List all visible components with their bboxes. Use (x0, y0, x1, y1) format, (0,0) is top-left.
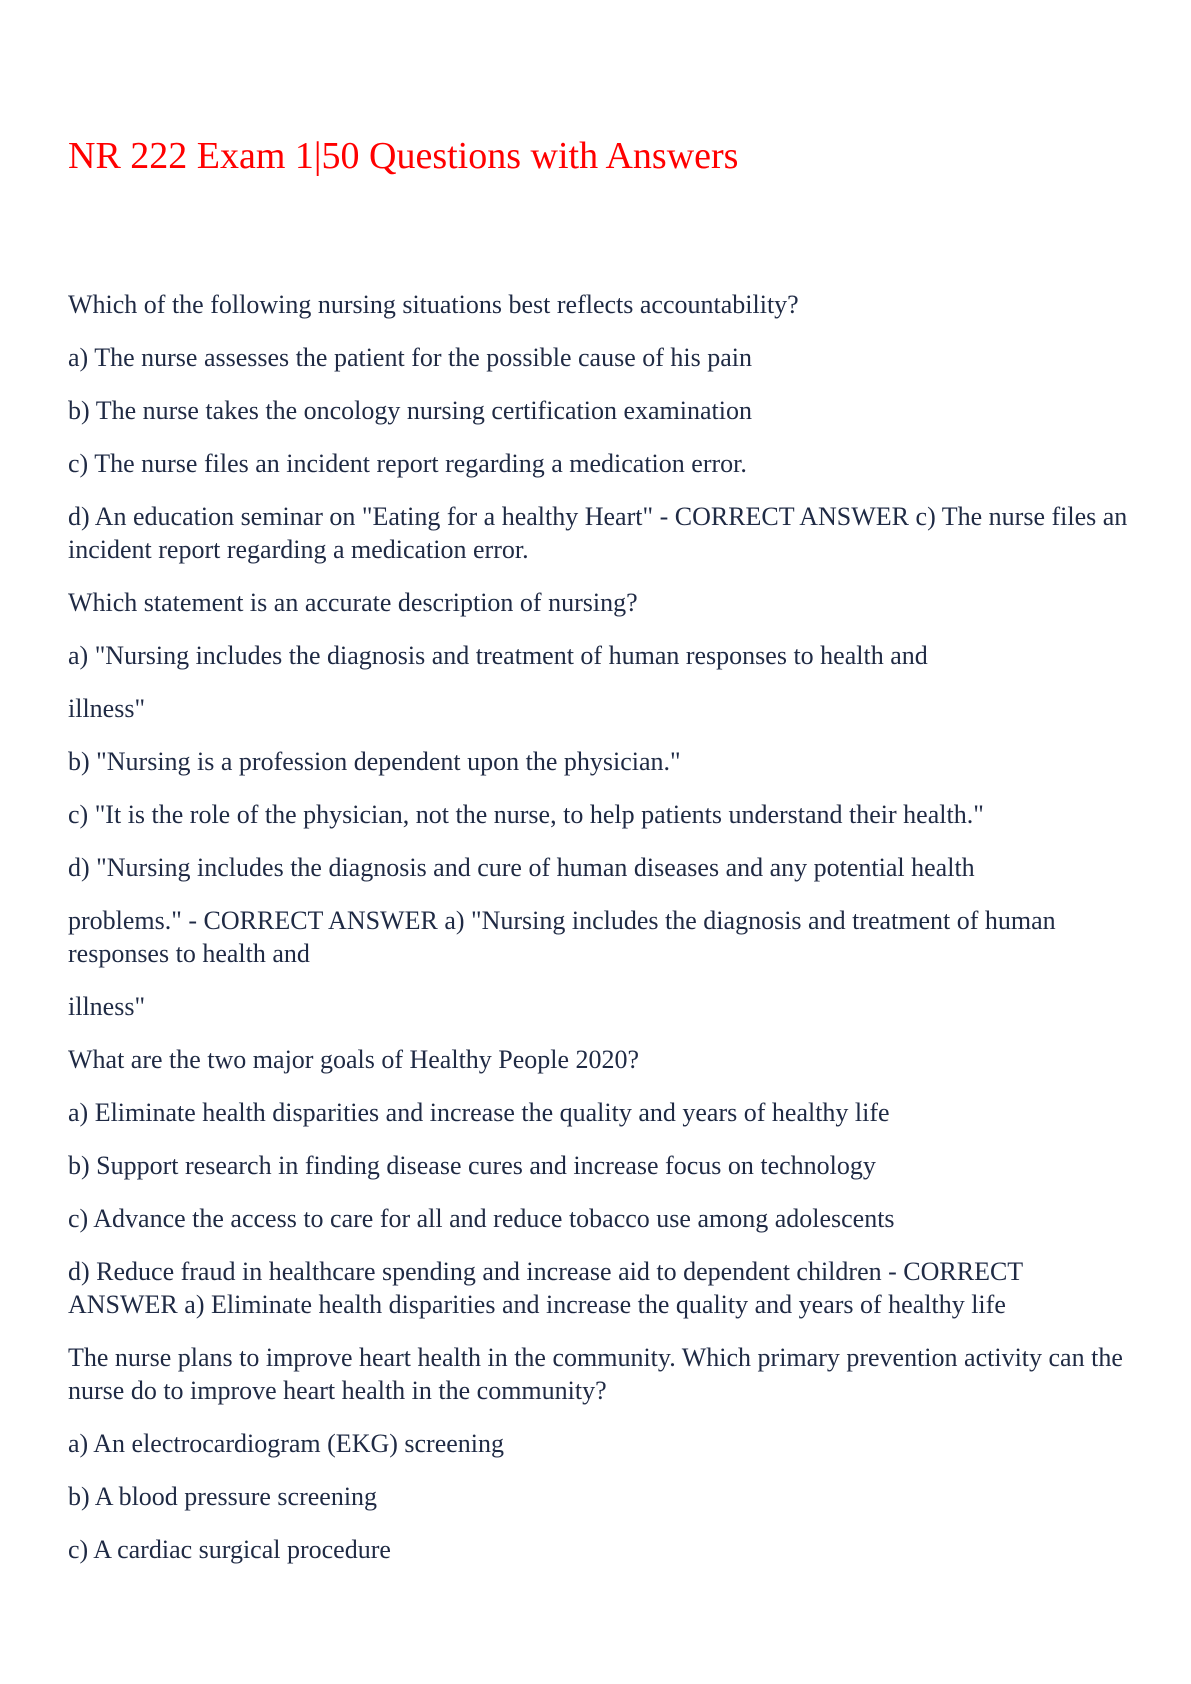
question-4-option-a: a) An electrocardiogram (EKG) screening (68, 1429, 505, 1458)
question-2-option-c: c) "It is the role of the physician, not the nurse, to help patients understand their health." (68, 800, 984, 829)
question-2-option-a-continued: illness" (68, 694, 146, 723)
question-1-option-d-answer: d) An education seminar on "Eating for a healthy Heart" - CORRECT ANSWER c) The nurse files an incident report regarding a medication error. (68, 502, 1128, 564)
question-1-stem: Which of the following nursing situations best reflects accountability? (68, 290, 799, 319)
question-2-option-a: a) "Nursing includes the diagnosis and treatment of human responses to health and (68, 641, 928, 670)
question-3-option-c: c) Advance the access to care for all and reduce tobacco use among adolescents (68, 1204, 895, 1233)
question-2-stem: Which statement is an accurate description of nursing? (68, 588, 638, 617)
question-3-option-b: b) Support research in finding disease cures and increase focus on technology (68, 1151, 876, 1180)
question-3-stem: What are the two major goals of Healthy People 2020? (68, 1045, 640, 1074)
question-2-option-d: d) "Nursing includes the diagnosis and cure of human diseases and any potential health (68, 853, 975, 882)
document-title: NR 222 Exam 1|50 Questions with Answers (68, 135, 739, 177)
question-4-option-c: c) A cardiac surgical procedure (68, 1535, 391, 1564)
question-2-answer-continued: illness" (68, 992, 146, 1021)
document-body (68, 288, 1128, 1586)
question-4-stem: The nurse plans to improve heart health in the community. Which primary prevention activity can the nurse do to improve heart health in the community? (68, 1343, 1123, 1405)
question-1-option-b: b) The nurse takes the oncology nursing certification examination (68, 396, 752, 425)
question-3-option-d-answer: d) Reduce fraud in healthcare spending and increase aid to dependent children - CORRECT ANSWER a) Eliminate health disparities and increase the quality and years of healthy life (68, 1257, 1023, 1319)
question-4-option-b: b) A blood pressure screening (68, 1482, 378, 1511)
question-2-answer: problems." - CORRECT ANSWER a) "Nursing includes the diagnosis and treatment of human responses to health and (68, 906, 1056, 968)
question-2-option-b: b) "Nursing is a profession dependent upon the physician." (68, 747, 681, 776)
question-3-option-a: a) Eliminate health disparities and increase the quality and years of healthy life (68, 1098, 890, 1127)
question-1-option-a: a) The nurse assesses the patient for the possible cause of his pain (68, 343, 752, 372)
question-1-option-c: c) The nurse files an incident report regarding a medication error. (68, 449, 747, 478)
